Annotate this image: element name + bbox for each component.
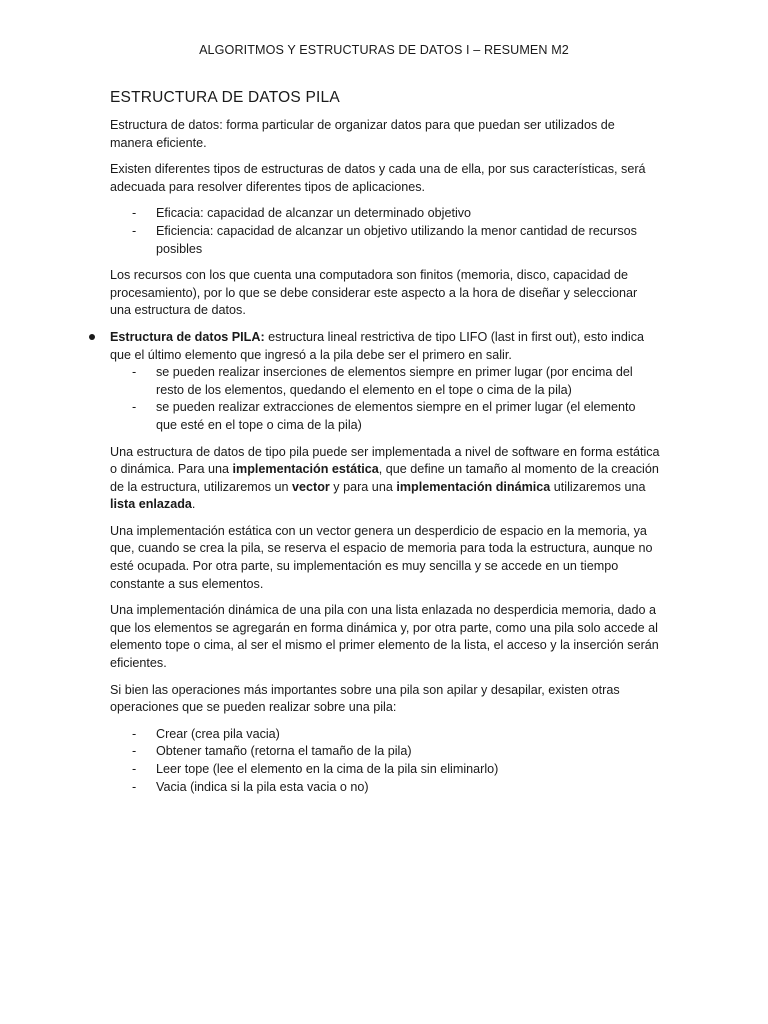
paragraph-dynamic-impl: Una implementación dinámica de una pila con una lista enlazada no desperdicia memoria, dado a que los elementos se agregarán en forma dinámica y, por otra parte, como una pila solo accede al elemento tope o cima, al ser el mismo el primer elemento de la lista, el acceso y la inserción serán eficientes. [110,603,659,671]
text-run: . [191,497,196,512]
stack-operations-rules-list [110,364,660,434]
paragraph-resources: Los recursos con los que cuenta una computadora son finitos (memoria, disco, capacidad de procesamiento), por lo que se debe considerar este aspecto a la hora de diseñar y seleccionar una estructura de datos. [110,268,638,318]
bold-term: vector [292,479,330,494]
operations-list [110,726,660,796]
section-title: ESTRUCTURA DE DATOS PILA [110,89,340,106]
text-run: , que define un tamaño al momento de la creación de la estructura, utilizaremos un [110,462,659,494]
list-item: - Obtener tamaño (retorna el tamaño de la pila) [110,743,660,761]
list-item: - Eficiencia: capacidad de alcanzar un objetivo utilizando la menor cantidad de recursos posibles [110,223,660,258]
stack-definition-desc: estructura lineal restrictiva de tipo LIFO (last in first out), esto indica que el último elemento que ingresó a la pila debe ser el primero en salir. [110,329,645,362]
list-item: - Leer tope (lee el elemento en la cima de la pila sin eliminarlo) [110,761,660,779]
stack-definition-bullet [110,329,660,435]
bold-term: implementación estática [232,462,379,477]
list-item: - Vacia (indica si la pila esta vacia o no) [110,779,660,797]
paragraph-implementation [110,444,660,514]
bullet-dot-icon [89,334,95,340]
paragraph-definition: Estructura de datos: forma particular de organizar datos para que puedan ser utilizados de manera eficiente. [110,118,615,150]
text-run: Una estructura de datos de tipo pila puede ser implementada a nivel de software en forma estática o dinámica. Para una [110,444,660,477]
paragraph-types: Existen diferentes tipos de estructuras de datos y cada una de ella, por sus características, será adecuada para resolver diferentes tipos de aplicaciones. [110,162,646,194]
paragraph-operations: Si bien las operaciones más importantes sobre una pila son apilar y desapilar, existen otras operaciones que se pueden realizar sobre una pila: [110,682,620,715]
efficacy-list [110,205,660,258]
document-body [110,88,660,805]
text-run: utilizaremos una [550,479,646,494]
stack-definition-term: Estructura de datos PILA: [110,329,265,344]
bold-term: implementación dinámica [396,479,551,494]
list-item: - Crear (crea pila vacia) [110,726,660,744]
text-run: y para una [329,479,397,494]
list-item: - se pueden realizar inserciones de elementos siempre en primer lugar (por encima del resto de los elementos, quedando el elemento en el tope o cima de la pila) [110,364,660,399]
bold-term: lista enlazada [110,497,192,512]
page-header: ALGORITMOS Y ESTRUCTURAS DE DATOS I – RESUMEN M2 [199,43,569,57]
list-item: - se pueden realizar extracciones de elementos siempre en el primer lugar (el elemento que esté en el tope o cima de la pila) [110,399,660,434]
stack-definition-text [110,329,660,364]
list-item: - Eficacia: capacidad de alcanzar un determinado objetivo [110,205,660,223]
paragraph-static-impl: Una implementación estática con un vector genera un desperdicio de espacio en la memoria, ya que, cuando se crea la pila, se reserva el espacio de memoria para toda la estructura, aunque no esté ocupada. Por otra parte, su implementación es muy sencilla y se accede en un tiempo constante a sus elementos. [110,523,653,591]
